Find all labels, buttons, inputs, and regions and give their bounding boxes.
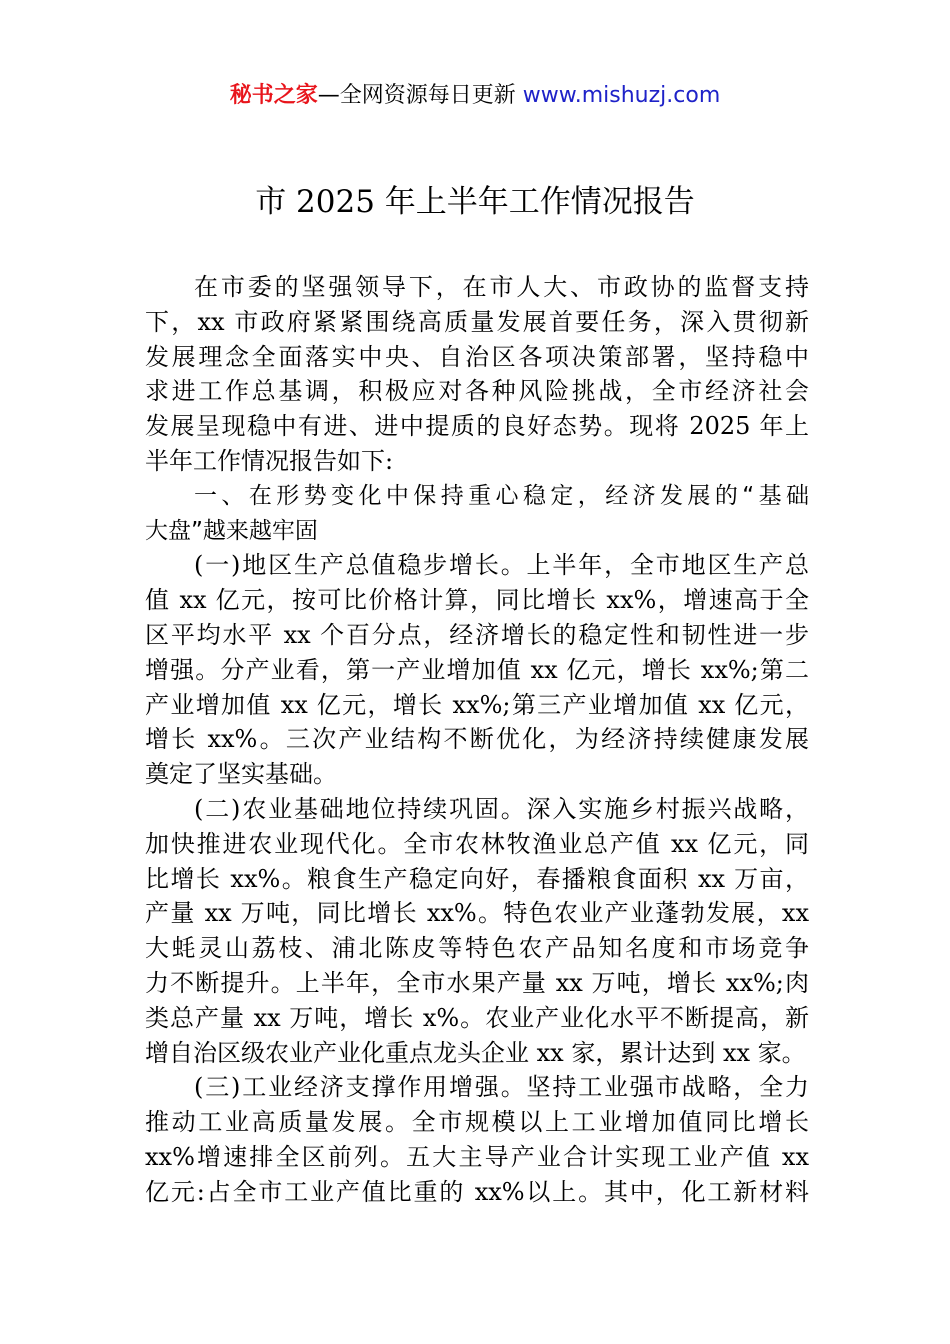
paragraph-line: 半年工作情况报告如下: xyxy=(145,446,394,475)
paragraph-line: 发展呈现稳中有进、进中提质的良好态势。现将 2025 年上 xyxy=(145,412,809,441)
paragraph-line: (三)工业经济支撑作用增强。坚持工业强市战略，全力 xyxy=(194,1073,809,1102)
paragraph-line: 类总产量 xx 万吨，增长 x%。农业产业化水平不断提高，新 xyxy=(145,1003,809,1032)
site-brand: 秘书之家 xyxy=(229,83,318,108)
paragraph-line: 亿元:占全市工业产值比重的 xx%以上。其中，化工新材料 xyxy=(145,1177,809,1206)
document-body xyxy=(145,270,809,1210)
paragraph-line: 增自治区级农业产业化重点龙头企业 xx 家，累计达到 xx 家。 xyxy=(145,1038,806,1067)
paragraph-line: 比增长 xx%。粮食生产稳定向好，春播粮食面积 xx 万亩， xyxy=(145,864,809,893)
paragraph-line: 推动工业高质量发展。全市规模以上工业增加值同比增长 xyxy=(145,1108,809,1137)
paragraph-line: 力不断提升。上半年，全市水果产量 xx 万吨，增长 xx%;肉 xyxy=(145,968,809,997)
paragraph-line: 增强。分产业看，第一产业增加值 xx 亿元，增长 xx%;第二 xyxy=(145,655,809,684)
paragraph-line: (二)农业基础地位持续巩固。深入实施乡村振兴战略， xyxy=(194,794,809,823)
site-slogan: —全网资源每日更新 xyxy=(317,83,523,108)
paragraph-line: 值 xx 亿元，按可比价格计算，同比增长 xx%，增速高于全 xyxy=(145,586,809,615)
site-banner xyxy=(0,80,950,112)
site-url-link[interactable]: www.mishuzj.com xyxy=(522,83,721,108)
document-title: 市 2025 年上半年工作情况报告 xyxy=(255,184,695,220)
paragraph-line: 区平均水平 xx 个百分点，经济增长的稳定性和韧性进一步 xyxy=(145,620,809,649)
section-heading-line: 大盘”越来越牢固 xyxy=(145,517,318,544)
paragraph-line: (一)地区生产总值稳步增长。上半年，全市地区生产总 xyxy=(194,551,809,580)
paragraph-line: 产业增加值 xx 亿元，增长 xx%;第三产业增加值 xx 亿元， xyxy=(145,690,809,719)
paragraph-line: 发展理念全面落实中央、自治区各项决策部署，坚持稳中 xyxy=(145,342,809,371)
paragraph-line: 加快推进农业现代化。全市农林牧渔业总产值 xx 亿元，同 xyxy=(145,829,809,858)
paragraph-line: 大蚝灵山荔枝、浦北陈皮等特色农产品知名度和市场竞争 xyxy=(145,934,809,963)
paragraph-line: 求进工作总基调，积极应对各种风险挑战，全市经济社会 xyxy=(145,377,809,406)
section-heading-line: 一、在形势变化中保持重心稳定，经济发展的“基础 xyxy=(194,482,809,509)
paragraph-line: 在市委的坚强领导下，在市人大、市政协的监督支持 xyxy=(194,273,809,301)
paragraph-line: 产量 xx 万吨，同比增长 xx%。特色农业产业蓬勃发展，xx xyxy=(145,899,809,928)
paragraph-line: 增长 xx%。三次产业结构不断优化，为经济持续健康发展 xyxy=(145,725,809,754)
paragraph-line: 奠定了坚实基础。 xyxy=(145,760,337,789)
paragraph-line: 下，xx 市政府紧紧围绕高质量发展首要任务，深入贯彻新 xyxy=(145,307,809,336)
paragraph-line: xx%增速排全区前列。五大主导产业合计实现工业产值 xx xyxy=(145,1142,809,1171)
